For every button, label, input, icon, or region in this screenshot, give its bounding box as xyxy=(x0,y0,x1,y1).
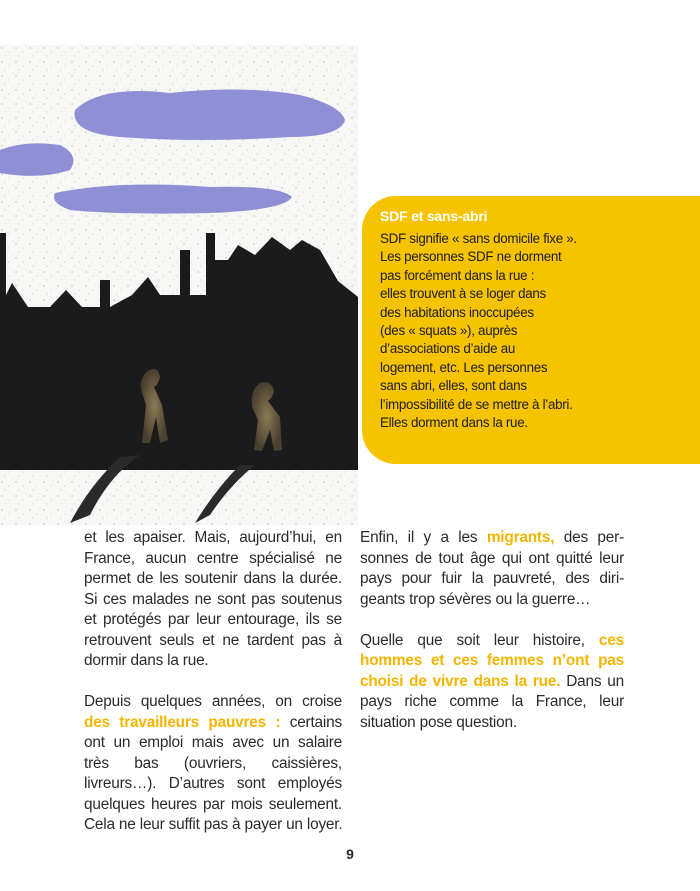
paragraph-line xyxy=(360,631,624,652)
paragraph-line xyxy=(360,528,624,549)
info-box-line: Les personnes SDF ne dorment xyxy=(380,249,562,265)
text-span: des per- xyxy=(554,529,624,546)
info-box-line: des habitations inoccupées xyxy=(380,304,534,320)
highlight-ces-hommes: hommes et ces femmes n’ont pas xyxy=(360,652,624,669)
highlight-migrants: migrants, xyxy=(486,529,555,546)
highlight-ces-hommes: ces xyxy=(598,631,624,649)
info-box-line: Elles dorment dans la rue. xyxy=(380,415,528,431)
paragraph-line: et protégés par leur entourage, ils se xyxy=(84,611,342,628)
right-text-column xyxy=(360,528,624,733)
info-box-line: elles trouvent à se loger dans xyxy=(380,286,546,302)
paragraph-line: retrouvent seuls et ne tardent pas à xyxy=(84,631,342,649)
text-span: certains xyxy=(280,713,342,731)
highlight-ces-hommes: choisi de vivre dans la rue. xyxy=(360,672,561,690)
info-box-line: SDF signifie « sans domicile fixe ». xyxy=(380,231,577,246)
text-span: Dans un xyxy=(560,672,624,690)
info-box-line: d’associations d’aide au xyxy=(380,341,515,357)
cloud xyxy=(0,143,73,176)
info-box-body xyxy=(380,230,686,432)
text-span: Enfin, il y a les xyxy=(360,529,487,546)
paragraph-line xyxy=(84,713,342,734)
paragraph-line: geants trop sévères ou la guerre… xyxy=(360,590,591,608)
info-box-sdf-sans-abri xyxy=(362,196,700,464)
cloud xyxy=(75,89,345,140)
paragraph-line xyxy=(360,651,624,672)
page-number: 9 xyxy=(346,846,354,862)
highlight-travailleurs-pauvres: des travailleurs pauvres : xyxy=(84,713,281,731)
cloud xyxy=(54,185,292,214)
paragraph-line: et les apaiser. Mais, aujourd’hui, en xyxy=(84,529,342,546)
paragraph-line: situation pose question. xyxy=(360,713,517,731)
paragraph-line: dormir dans la rue. xyxy=(84,652,209,669)
paragraph-line: pays riche comme la France, leur xyxy=(360,693,624,710)
paragraph-line: Si ces malades ne sont pas soutenus xyxy=(84,590,342,608)
info-box-line: sans abri, elles, sont dans xyxy=(380,378,527,394)
city-silhouette-illustration xyxy=(0,45,358,525)
info-box-line: l’impossibilité de se mettre à l’abri. xyxy=(380,396,573,412)
left-text-column xyxy=(84,528,342,836)
text-span: Quelle que soit leur histoire, xyxy=(360,631,599,649)
paragraph-line: quelques heures par mois seulement. xyxy=(84,795,342,813)
paragraph-line: Cela ne leur suffit pas à payer un loyer. xyxy=(84,816,343,833)
info-box-title: SDF et sans-abri xyxy=(380,208,488,224)
paragraph-line: France, aucun centre spécialisé ne xyxy=(84,549,342,567)
info-box-line: (des « squats »), auprès xyxy=(380,323,518,339)
paragraph-line: livreurs…). D’autres sont employés xyxy=(84,775,342,792)
info-box-line: pas forcément dans la rue : xyxy=(380,267,535,283)
paragraph-line xyxy=(360,672,624,693)
paragraph-line: Depuis quelques années, on croise xyxy=(84,693,342,710)
info-box-line: logement, etc. Les personnes xyxy=(380,359,548,375)
paragraph-line: permet de les soutenir dans la durée. xyxy=(84,570,342,587)
paragraph-line: très bas (ouvriers, caissières, xyxy=(84,754,342,772)
paragraph-line: ont un emploi mais avec un salaire xyxy=(84,734,342,751)
paragraph-line: sonnes de tout âge qui ont quitté leur xyxy=(360,549,624,567)
paragraph-line: pays pour fuir la pauvreté, des diri- xyxy=(360,570,624,587)
